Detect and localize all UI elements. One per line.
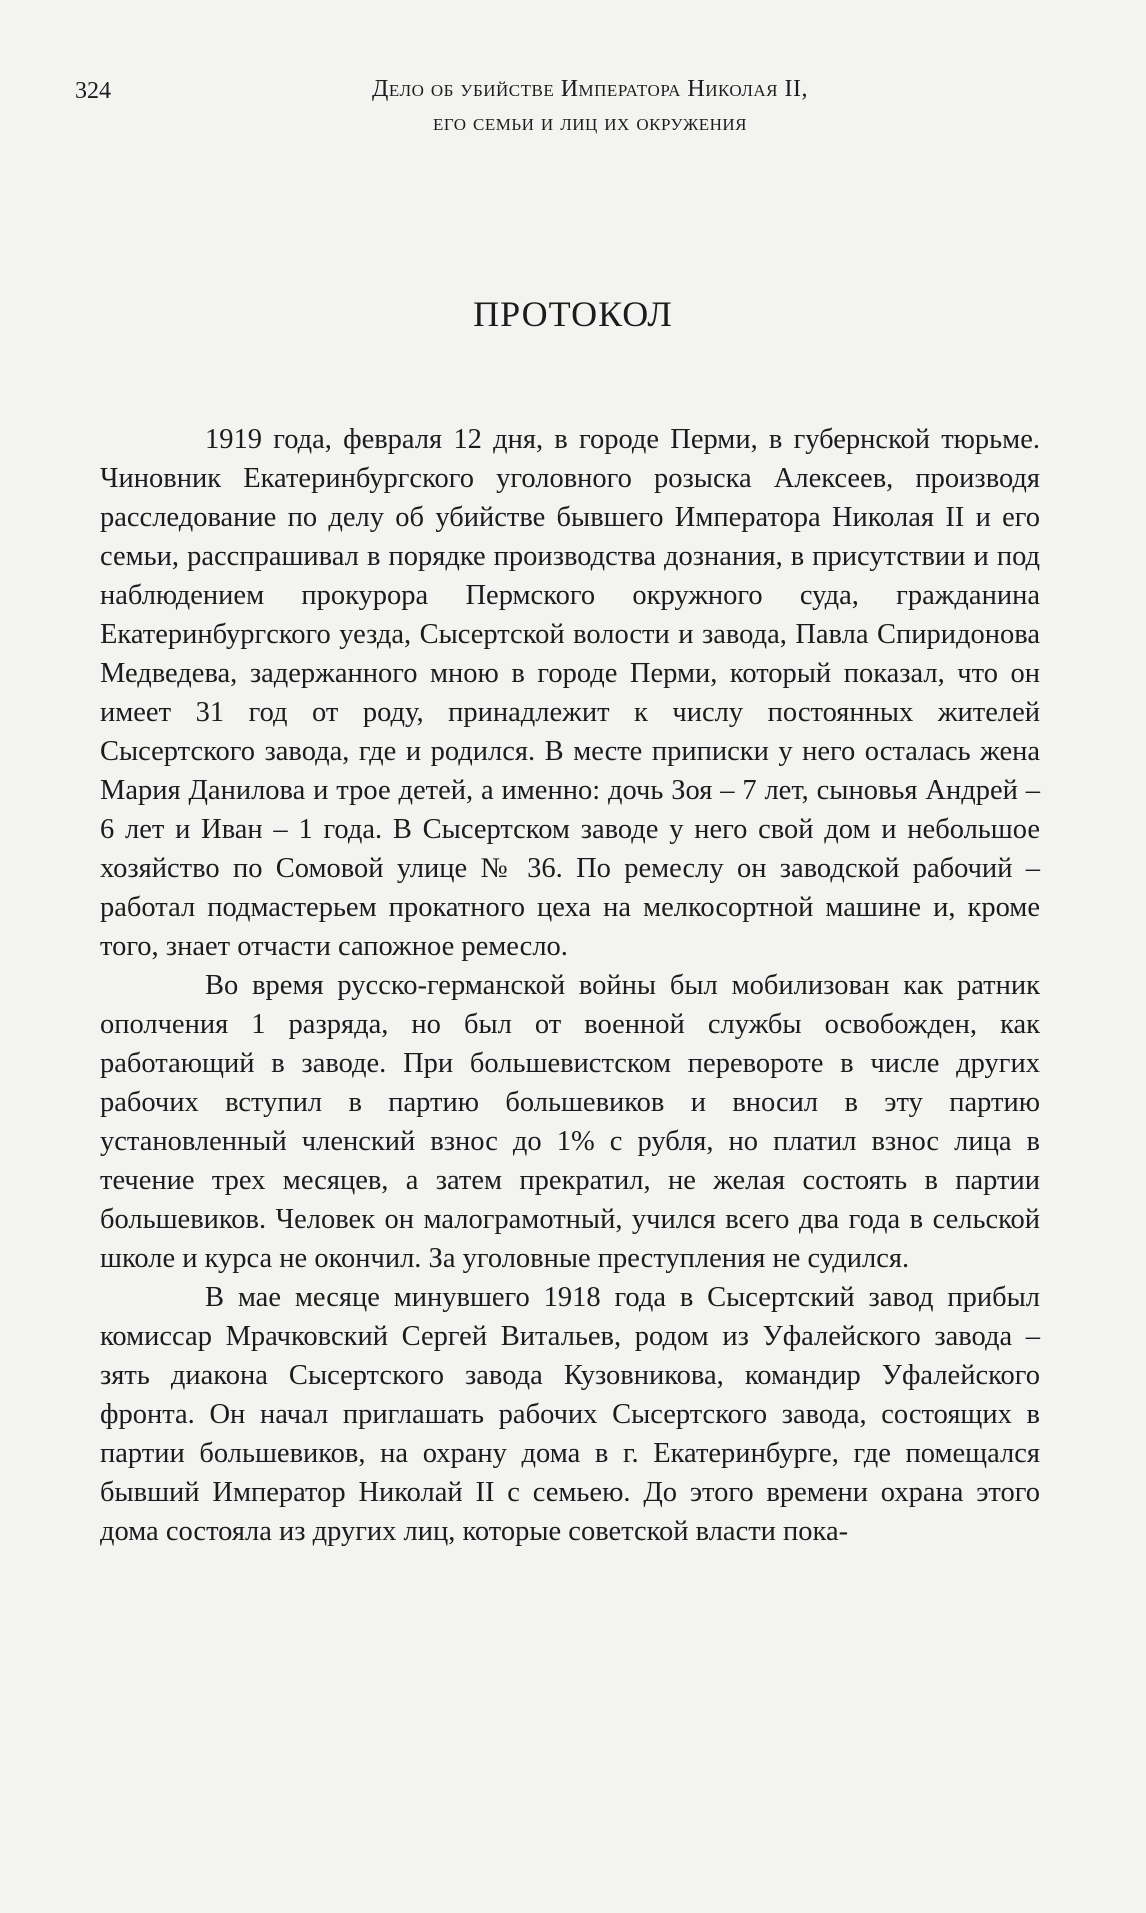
running-head-line-1: Дело об убийстве Императора Николая II, — [372, 76, 808, 102]
document-title: ПРОТОКОЛ — [473, 294, 673, 334]
document-body — [100, 420, 1040, 1551]
page-number: 324 — [75, 78, 111, 104]
running-head-line-2: его семьи и лиц их окружения — [432, 110, 748, 136]
running-head — [210, 72, 970, 140]
paragraph-3: В мае месяце минувшего 1918 года в Сысертский завод прибыл комиссар Мрачковский Сергей Витальев, родом из Уфалейского завода – зять диакона Сысертского завода Кузовникова, командир Уфалейского фронта. Он начал приглашать рабочих Сысертского завода, состоящих в партии большевиков, на охрану дома в г. Екатеринбурге, где помещался бывший Император Николай II с семьею. До этого времени охрана этого дома состояла из других лиц, которые советской власти пока- — [100, 1282, 1040, 1547]
paragraph-1: 1919 года, февраля 12 дня, в городе Перми, в губернской тюрьме. Чиновник Екатеринбургского уголовного розыска Алексеев, производя расследование по делу об убийстве бывшего Императора Николая II и его семьи, расспрашивал в порядке производства дознания, в присутствии и под наблюдением прокурора Пермского окружного суда, гражданина Екатеринбургского уезда, Сысертской волости и завода, Павла Спиридонова Медведева, задержанного мною в городе Перми, который показал, что он имеет 31 год от роду, принадлежит к числу постоянных жителей Сысертского завода, где и родился. В месте приписки у него осталась жена Мария Данилова и трое детей, а именно: дочь Зоя – 7 лет, сыновья Андрей – 6 лет и Иван – 1 года. В Сысертском заводе у него свой дом и небольшое хозяйство по Сомовой улице № 36. По ремеслу он заводской рабочий – работал подмастерьем прокатного цеха на мелкосортной машине и, кроме того, знает отчасти сапожное ремесло. — [100, 424, 1040, 962]
paragraph-2: Во время русско-германской войны был мобилизован как ратник ополчения 1 разряда, но был от военной службы освобожден, как работающий в заводе. При большевистском перевороте в числе других рабочих вступил в партию большевиков и вносил в эту партию установленный членский взнос до 1% с рубля, но платил взнос лица в течение трех месяцев, а затем прекратил, не желая состоять в партии большевиков. Человек он малограмотный, учился всего два года в сельской школе и курса не окончил. За уголовные преступления не судился. — [100, 970, 1040, 1274]
